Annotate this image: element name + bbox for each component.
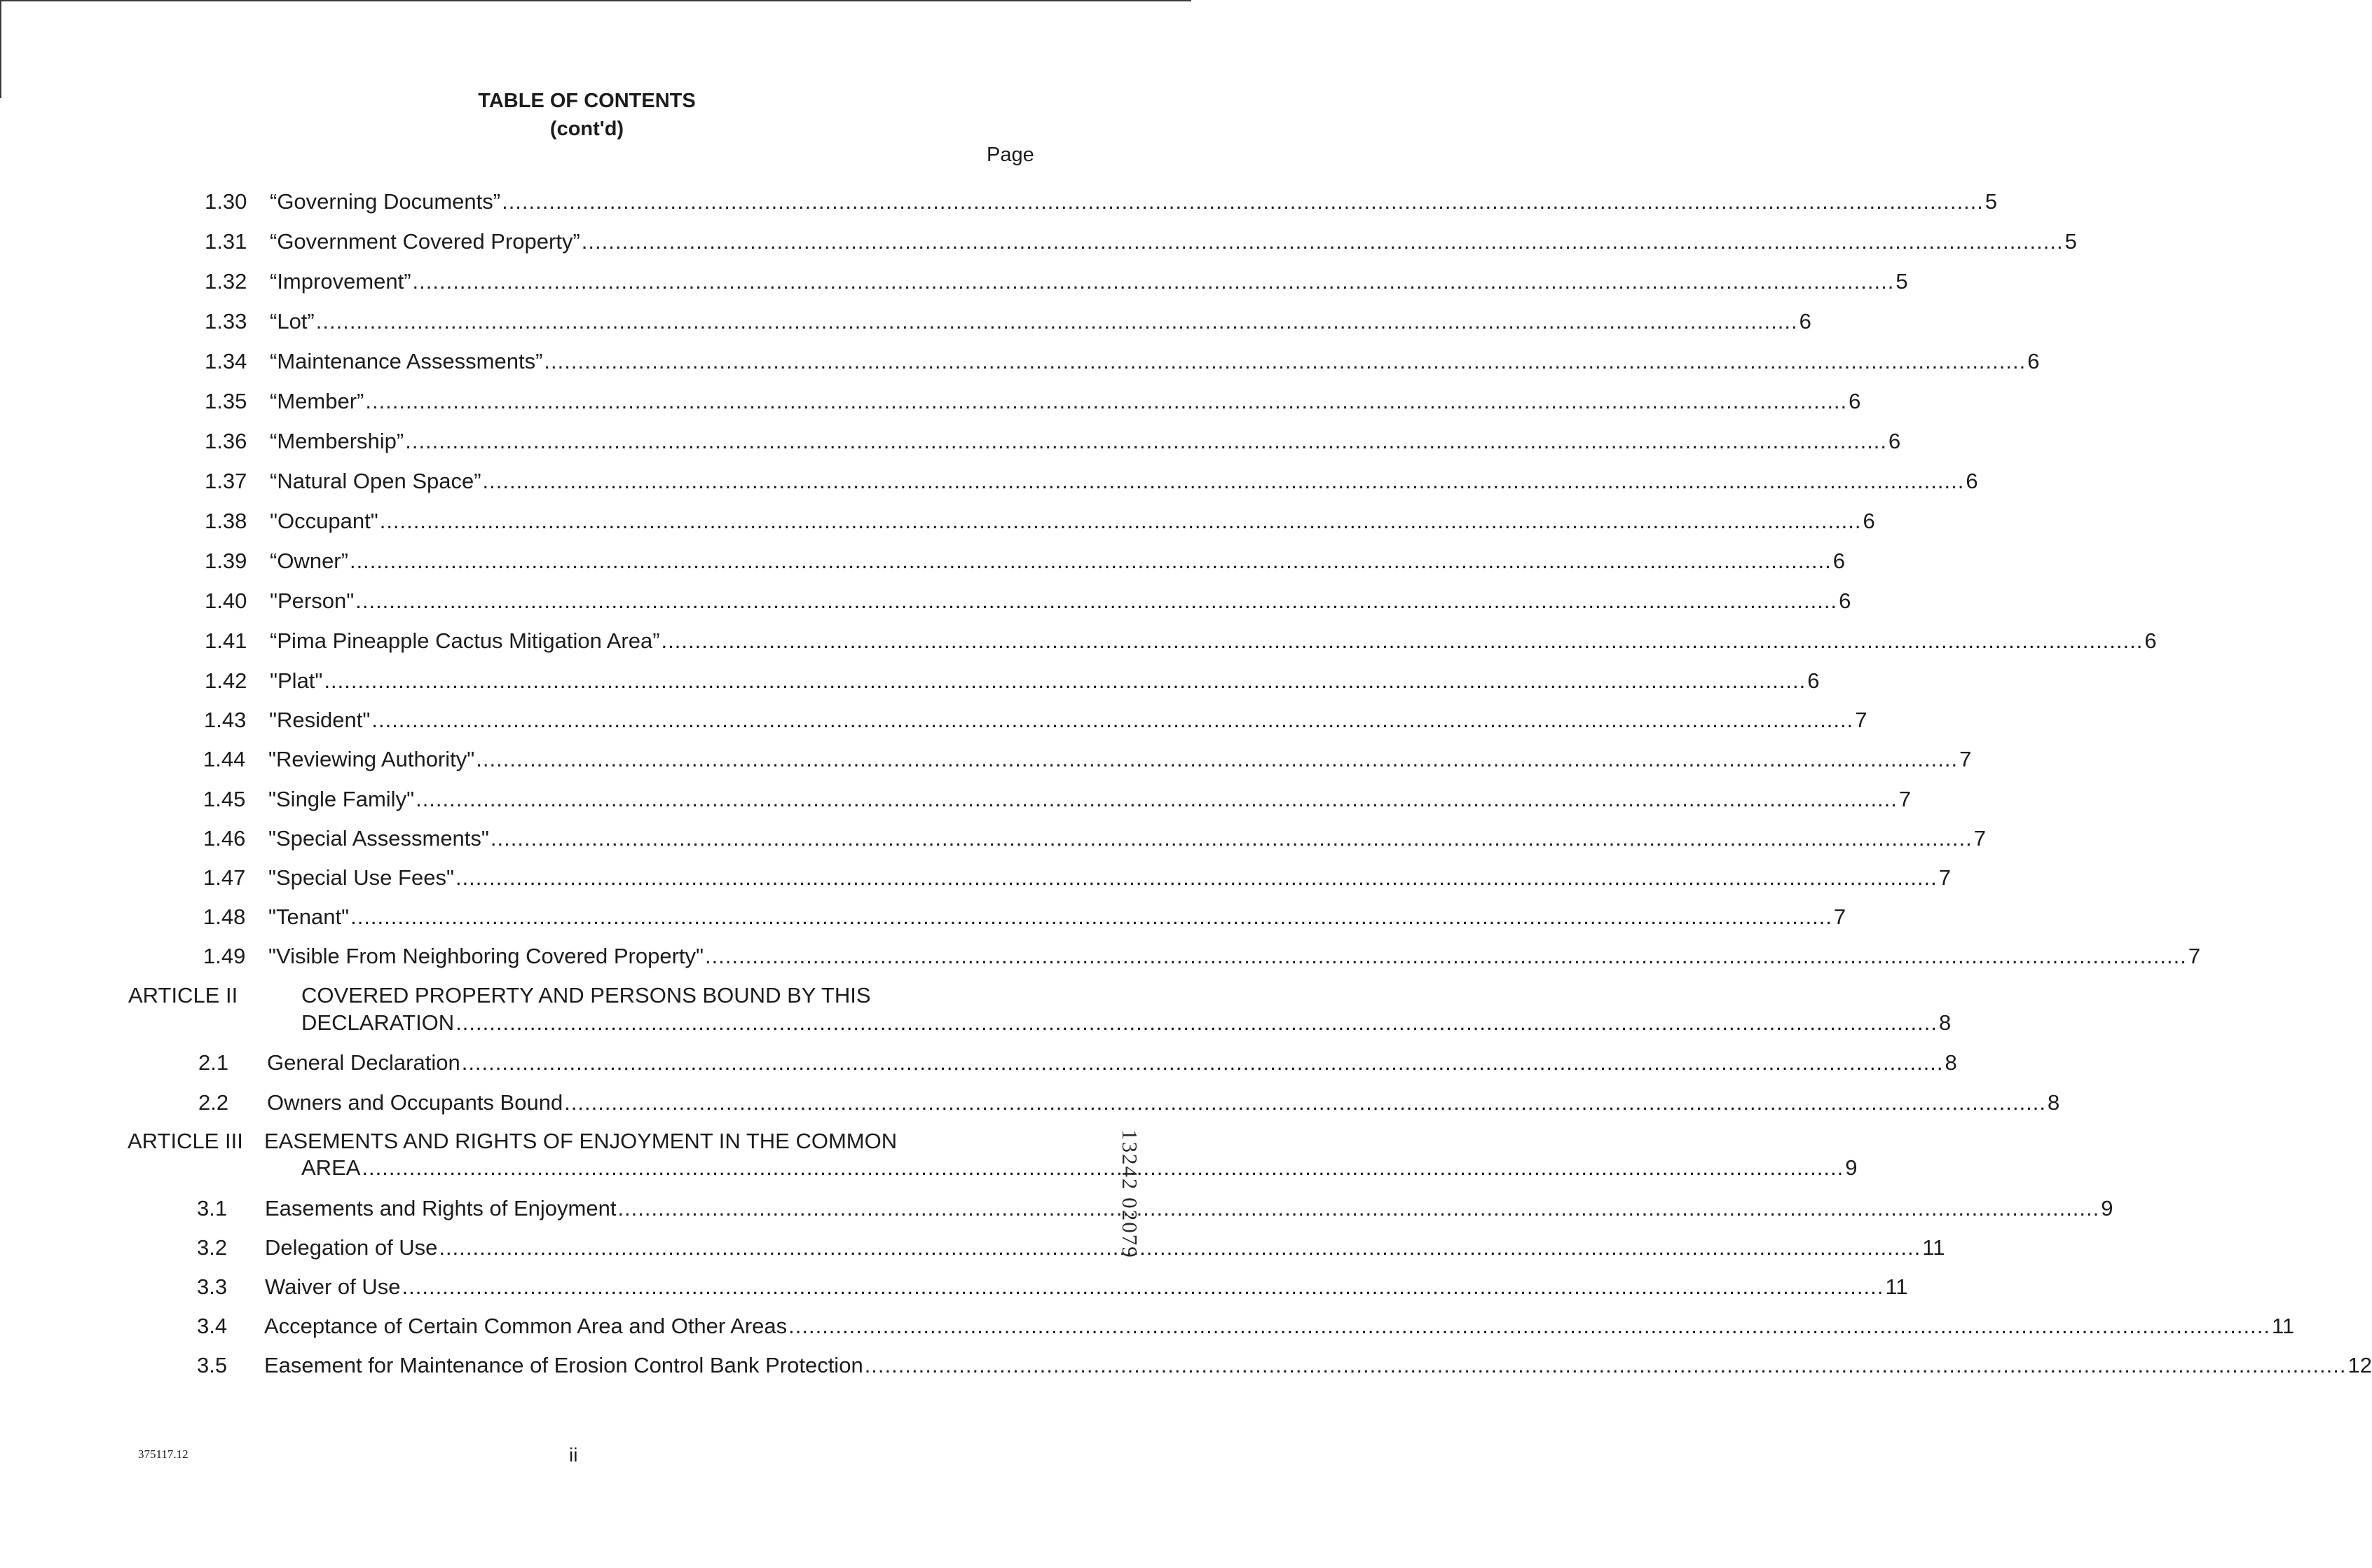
recording-stamp: 13242 02079 <box>1118 1129 1142 1259</box>
dot-leader: ............................................................................................................................................................................................................................ <box>864 1353 2347 1377</box>
toc-entry[interactable] <box>205 388 1861 415</box>
toc-entry-number: 3.5 <box>197 1353 228 1377</box>
toc-entry-title: "Single Family" <box>268 787 415 811</box>
toc-entry-number: 1.46 <box>203 826 246 851</box>
article-2-label: ARTICLE II <box>128 983 238 1007</box>
toc-entry-title: “Natural Open Space” <box>270 469 481 493</box>
toc-entry-page: 7 <box>1938 865 1952 890</box>
toc-entry-page: 6 <box>1832 549 1846 573</box>
toc-entry[interactable] <box>203 904 1846 930</box>
dot-leader: ............................................................................................................................................................................................................................ <box>371 708 1854 732</box>
dot-leader: ............................................................................................................................................................................................................................ <box>455 865 1938 890</box>
toc-entry[interactable] <box>197 1313 2295 1340</box>
toc-entry[interactable] <box>205 508 1875 535</box>
toc-entry-number: 3.1 <box>197 1196 228 1220</box>
toc-entry-page: 11 <box>2271 1314 2295 1338</box>
toc-entry-page: 11 <box>1885 1274 1908 1299</box>
dot-leader: ............................................................................................................................................................................................................................ <box>402 1274 1884 1299</box>
toc-entry-title: “Improvement” <box>270 269 411 294</box>
toc-entry-page: 7 <box>1833 905 1846 929</box>
toc-entry[interactable] <box>205 188 1998 215</box>
toc-entry-title: "Occupant" <box>270 509 378 533</box>
toc-entry-title: “Governing Documents” <box>270 189 501 214</box>
toc-entry-title: “Lot” <box>270 309 315 333</box>
toc-entry[interactable] <box>197 1235 1945 1261</box>
dot-leader: ............................................................................................................................................................................................................................ <box>315 309 1798 333</box>
page-title: TABLE OF CONTENTS <box>478 90 696 112</box>
toc-entry-page: 7 <box>1973 826 1986 851</box>
toc-entry-title: “Member” <box>270 389 364 413</box>
toc-entry-page: 6 <box>1799 309 1811 333</box>
toc-entry[interactable] <box>197 1274 1908 1300</box>
toc-entry-number: 3.2 <box>197 1235 228 1260</box>
document-code: 375117.12 <box>138 1447 188 1461</box>
toc-entry-page: 7 <box>1959 747 1972 771</box>
toc-entry-number: 1.35 <box>205 389 247 413</box>
toc-entry-title: “Maintenance Assessments” <box>270 349 543 373</box>
toc-entry-title: “Government Covered Property” <box>270 229 580 254</box>
toc-entry-article-3[interactable] <box>301 1155 1858 1181</box>
toc-entry[interactable] <box>203 865 1952 891</box>
dot-leader: ............................................................................................................................................................................................................................ <box>617 1196 2100 1220</box>
toc-entry-page: 11 <box>1922 1235 1945 1260</box>
dot-leader: ............................................................................................................................................................................................................................ <box>544 349 2027 373</box>
toc-entry-number: 1.48 <box>203 905 246 929</box>
toc-entry-title: Owners and Occupants Bound <box>267 1090 563 1115</box>
toc-entry-page: 6 <box>1849 389 1861 413</box>
toc-entry[interactable] <box>205 268 1908 295</box>
toc-entry[interactable] <box>205 628 2157 654</box>
toc-entry[interactable] <box>204 707 1867 734</box>
page-number: ii <box>569 1444 578 1466</box>
toc-entry-number: 1.49 <box>203 944 246 968</box>
toc-entry[interactable] <box>205 548 1846 575</box>
toc-entry-page: 12 <box>2347 1353 2372 1377</box>
dot-leader: ............................................................................................................................................................................................................................ <box>439 1235 1921 1260</box>
article-3-title-cont: AREA <box>301 1155 361 1180</box>
toc-entry-page: 6 <box>1888 429 1901 453</box>
dot-leader: ............................................................................................................................................................................................................................ <box>490 826 1973 851</box>
toc-entry-title: "Resident" <box>269 708 371 732</box>
dot-leader: ............................................................................................................................................................................................................................ <box>412 269 1895 294</box>
dot-leader: ............................................................................................................................................................................................................................ <box>362 1155 1844 1180</box>
toc-entry-number: 1.30 <box>205 189 247 214</box>
toc-entry-page: 6 <box>1839 589 1851 613</box>
toc-entry-title: Acceptance of Certain Common Area and Other Areas <box>264 1314 788 1338</box>
toc-entry-title: "Visible From Neighboring Covered Property" <box>268 944 704 968</box>
toc-entry[interactable] <box>198 1089 2060 1116</box>
article-2-title-cont: DECLARATION <box>301 1010 455 1035</box>
toc-entry[interactable] <box>203 943 2201 970</box>
dot-leader: ............................................................................................................................................................................................................................ <box>788 1314 2270 1338</box>
toc-entry-number: 1.34 <box>205 349 247 373</box>
toc-entry[interactable] <box>205 468 1978 495</box>
toc-entry[interactable] <box>203 746 1972 773</box>
page-edge-left <box>0 0 1 98</box>
toc-entry-title: "Tenant" <box>268 905 350 929</box>
toc-entry-number: 1.33 <box>205 309 247 333</box>
dot-leader: ............................................................................................................................................................................................................................ <box>405 429 1888 453</box>
dot-leader: ............................................................................................................................................................................................................................ <box>416 787 1898 811</box>
dot-leader: ............................................................................................................................................................................................................................ <box>324 668 1807 693</box>
dot-leader: ............................................................................................................................................................................................................................ <box>379 509 1862 533</box>
dot-leader: ............................................................................................................................................................................................................................ <box>476 747 1959 771</box>
toc-entry-number: 1.38 <box>205 509 247 533</box>
dot-leader: ............................................................................................................................................................................................................................ <box>349 549 1832 573</box>
toc-entry-number: 2.2 <box>198 1090 229 1115</box>
toc-entry[interactable] <box>205 588 1851 614</box>
page-edge-top <box>0 0 1191 1</box>
toc-entry-number: 1.42 <box>205 668 247 693</box>
dot-leader: ............................................................................................................................................................................................................................ <box>461 1050 1944 1075</box>
toc-entry-page: 6 <box>2144 628 2157 653</box>
toc-entry-number: 3.4 <box>197 1314 228 1338</box>
toc-entry-number: 1.37 <box>205 469 247 493</box>
dot-leader: ............................................................................................................................................................................................................................ <box>350 905 1832 929</box>
toc-entry-page: 5 <box>2064 229 2077 254</box>
toc-entry-number: 1.32 <box>205 269 247 294</box>
toc-entry-title: General Declaration <box>267 1050 460 1075</box>
toc-entry-page: 8 <box>1945 1050 1957 1075</box>
toc-entry-article-2[interactable] <box>301 1010 1952 1036</box>
dot-leader: ............................................................................................................................................................................................................................ <box>455 1010 1938 1035</box>
toc-entry-page: 7 <box>1855 708 1867 732</box>
article-3-title: EASEMENTS AND RIGHTS OF ENJOYMENT IN THE COMMON <box>264 1129 898 1153</box>
toc-entry[interactable] <box>205 668 1820 694</box>
toc-entry-title: “Membership” <box>270 429 404 453</box>
toc-entry-title: "Special Use Fees" <box>268 865 454 890</box>
dot-leader: ............................................................................................................................................................................................................................ <box>581 229 2064 254</box>
toc-entry-number: 1.45 <box>203 787 246 811</box>
toc-entry-number: 1.41 <box>205 628 247 653</box>
dot-leader: ............................................................................................................................................................................................................................ <box>661 628 2144 653</box>
toc-entry[interactable] <box>198 1050 1957 1076</box>
toc-entry-page: 6 <box>1966 469 1978 493</box>
toc-entry-number: 1.43 <box>204 708 247 732</box>
dot-leader: ............................................................................................................................................................................................................................ <box>502 189 1984 214</box>
toc-entry-number: 1.47 <box>203 865 246 890</box>
toc-entry-title: Delegation of Use <box>265 1235 438 1260</box>
toc-entry-number: 1.31 <box>205 229 247 254</box>
toc-entry[interactable] <box>205 228 2077 255</box>
dot-leader: ............................................................................................................................................................................................................................ <box>355 589 1838 613</box>
dot-leader: ............................................................................................................................................................................................................................ <box>705 944 2187 968</box>
toc-entry-page: 6 <box>2027 349 2040 373</box>
toc-entry-page: 6 <box>1863 509 1875 533</box>
toc-entry-title: "Reviewing Authority" <box>268 747 475 771</box>
toc-entry[interactable] <box>197 1352 2372 1379</box>
toc-entry-title: “Owner” <box>270 549 348 573</box>
toc-entry[interactable] <box>205 428 1901 455</box>
toc-entry-title: "Plat" <box>270 668 323 693</box>
toc-entry-page: 9 <box>2101 1196 2113 1220</box>
page-column-label: Page <box>987 144 1034 166</box>
toc-entry-number: 1.40 <box>205 589 247 613</box>
toc-entry[interactable] <box>197 1195 2113 1222</box>
dot-leader: ............................................................................................................................................................................................................................ <box>564 1090 2047 1115</box>
toc-entry-page: 6 <box>1807 668 1820 693</box>
toc-entry-number: 1.36 <box>205 429 247 453</box>
toc-entry-number: 3.3 <box>197 1274 228 1299</box>
toc-entry-page: 9 <box>1845 1155 1858 1180</box>
toc-entry-title: Easements and Rights of Enjoyment <box>265 1196 617 1220</box>
toc-entry-title: “Pima Pineapple Cactus Mitigation Area” <box>270 628 660 653</box>
dot-leader: ............................................................................................................................................................................................................................ <box>365 389 1848 413</box>
dot-leader: ............................................................................................................................................................................................................................ <box>482 469 1965 493</box>
toc-entry-title: "Person" <box>270 589 355 613</box>
toc-entry-title: Waiver of Use <box>265 1274 401 1299</box>
page-subtitle: (cont'd) <box>549 118 624 140</box>
toc-entry[interactable] <box>203 786 1912 813</box>
toc-entry-page: 8 <box>2048 1090 2060 1115</box>
toc-entry-page: 7 <box>1898 787 1912 811</box>
toc-entry[interactable] <box>203 825 1986 852</box>
article-2-title: COVERED PROPERTY AND PERSONS BOUND BY THIS <box>301 983 871 1007</box>
toc-entry-page: 5 <box>1984 189 1998 214</box>
toc-entry[interactable] <box>205 308 1811 335</box>
toc-entry-number: 1.39 <box>205 549 247 573</box>
toc-entry-page: 7 <box>2188 944 2201 968</box>
toc-entry-page: 8 <box>1939 1010 1952 1035</box>
toc-entry-title: "Special Assessments" <box>268 826 489 851</box>
toc-entry-title: Easement for Maintenance of Erosion Control Bank Protection <box>264 1353 863 1377</box>
article-3-label: ARTICLE III <box>128 1129 243 1153</box>
toc-entry-page: 5 <box>1895 269 1908 294</box>
toc-entry[interactable] <box>205 348 2040 375</box>
toc-entry-number: 2.1 <box>198 1050 229 1075</box>
toc-entry-number: 1.44 <box>203 747 246 771</box>
